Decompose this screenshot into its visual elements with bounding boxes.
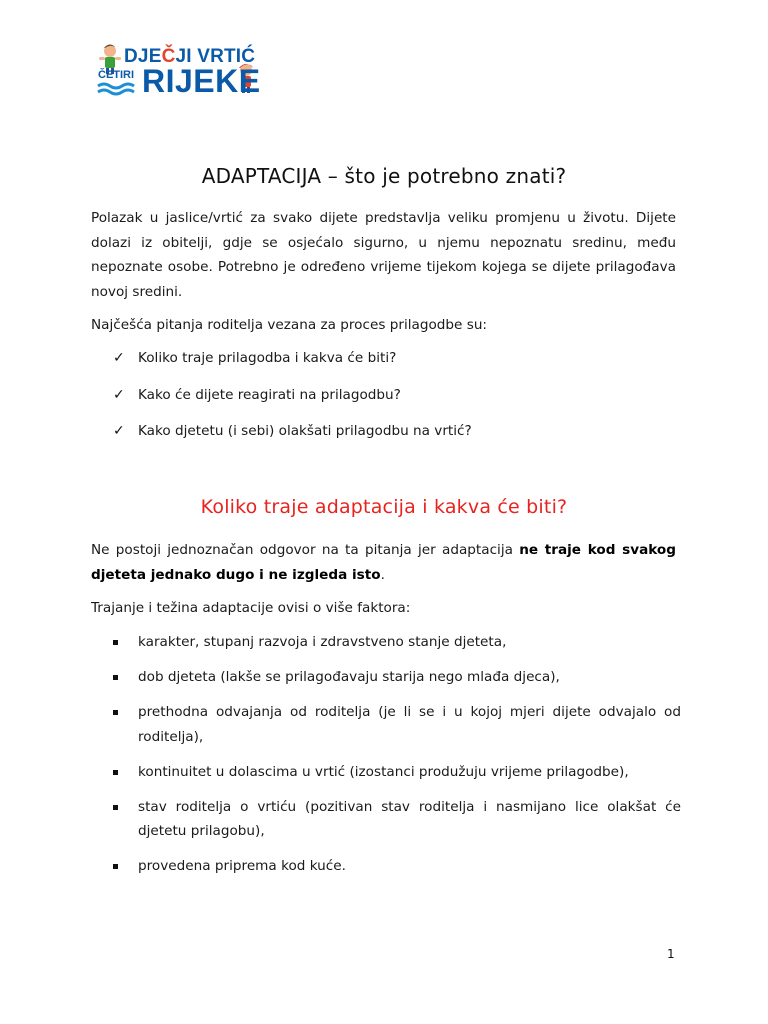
factor-text: prethodna odvajanja od roditelja (je li se i u kojoj mjeri dijete odvajalo od roditelja),: [138, 704, 681, 745]
page-number: 1: [667, 947, 675, 961]
square-bullet-icon: [113, 770, 118, 775]
section-title: Koliko traje adaptacija i kakva će biti?: [200, 496, 568, 518]
questions-intro: Najčešća pitanja roditelja vezana za proces prilagodbe su:: [91, 317, 488, 333]
intro-paragraph: Polazak u jaslice/vrtić za svako dijete predstavlja veliku promjenu u životu. Dijete dolazi iz obitelji, gdje se osjećalo sigurno, u njemu nepoznatu sredinu, među nepoznate osobe. Potrebno je određeno vrijeme tijekom kojega se dijete prilagođava novoj sredini.: [91, 210, 676, 300]
checkmark-icon: ✓: [113, 423, 125, 439]
square-bullet-icon: [113, 675, 118, 680]
list-item: [91, 346, 681, 371]
list-item: [91, 854, 681, 879]
factors-list: [91, 630, 681, 889]
logo-title-top: DJEČJI VRTIĆ: [124, 46, 256, 67]
factors-intro: Trajanje i težina adaptacije ovisi o više faktora:: [91, 600, 411, 616]
factor-text: stav roditelja o vrtiću (pozitivan stav roditelja i nasmijano lice olakšat će djetetu prilagobu),: [138, 798, 681, 839]
list-item: [91, 630, 681, 655]
square-bullet-icon: [113, 710, 118, 715]
list-item: [91, 760, 681, 785]
list-item: [91, 700, 681, 749]
checkmark-icon: ✓: [113, 386, 125, 403]
logo-title-big: RIJEKE: [142, 63, 261, 99]
factor-text: dob djeteta (lakše se prilagođavaju starija nego mlađa djeca),: [138, 669, 560, 685]
square-bullet-icon: [113, 864, 118, 869]
answer-text-bold: ne traje kod svakog djeteta jednako dugo i ne izgleda isto: [91, 542, 676, 583]
square-bullet-icon: [113, 640, 118, 645]
questions-list: [91, 346, 681, 456]
answer-text-before: Ne postoji jednoznačan odgovor na ta pitanja jer adaptacija: [91, 542, 520, 558]
list-item: [91, 665, 681, 690]
page-title: ADAPTACIJA – što je potrebno znati?: [201, 164, 567, 188]
checkmark-icon: ✓: [113, 350, 125, 366]
logo-subtitle-small: ČETIRI: [98, 69, 135, 81]
kindergarten-logo: [96, 42, 261, 102]
answer-paragraph: [91, 538, 676, 587]
question-text: Kako djetetu (i sebi) olakšati prilagodbu na vrtić?: [138, 423, 472, 439]
factor-text: karakter, stupanj razvoja i zdravstveno stanje djeteta,: [138, 634, 507, 650]
list-item: [91, 795, 681, 844]
question-text: Koliko traje prilagodba i kakva će biti?: [138, 350, 397, 366]
square-bullet-icon: [113, 805, 118, 810]
factor-text: provedena priprema kod kuće.: [138, 858, 346, 874]
factor-text: kontinuitet u dolascima u vrtić (izostanci produžuju vrijeme prilagodbe),: [138, 763, 629, 780]
answer-text-after: .: [380, 566, 385, 583]
list-item: [91, 383, 681, 408]
question-text: Kako će dijete reagirati na prilagodbu?: [138, 386, 401, 403]
list-item: [91, 419, 681, 444]
